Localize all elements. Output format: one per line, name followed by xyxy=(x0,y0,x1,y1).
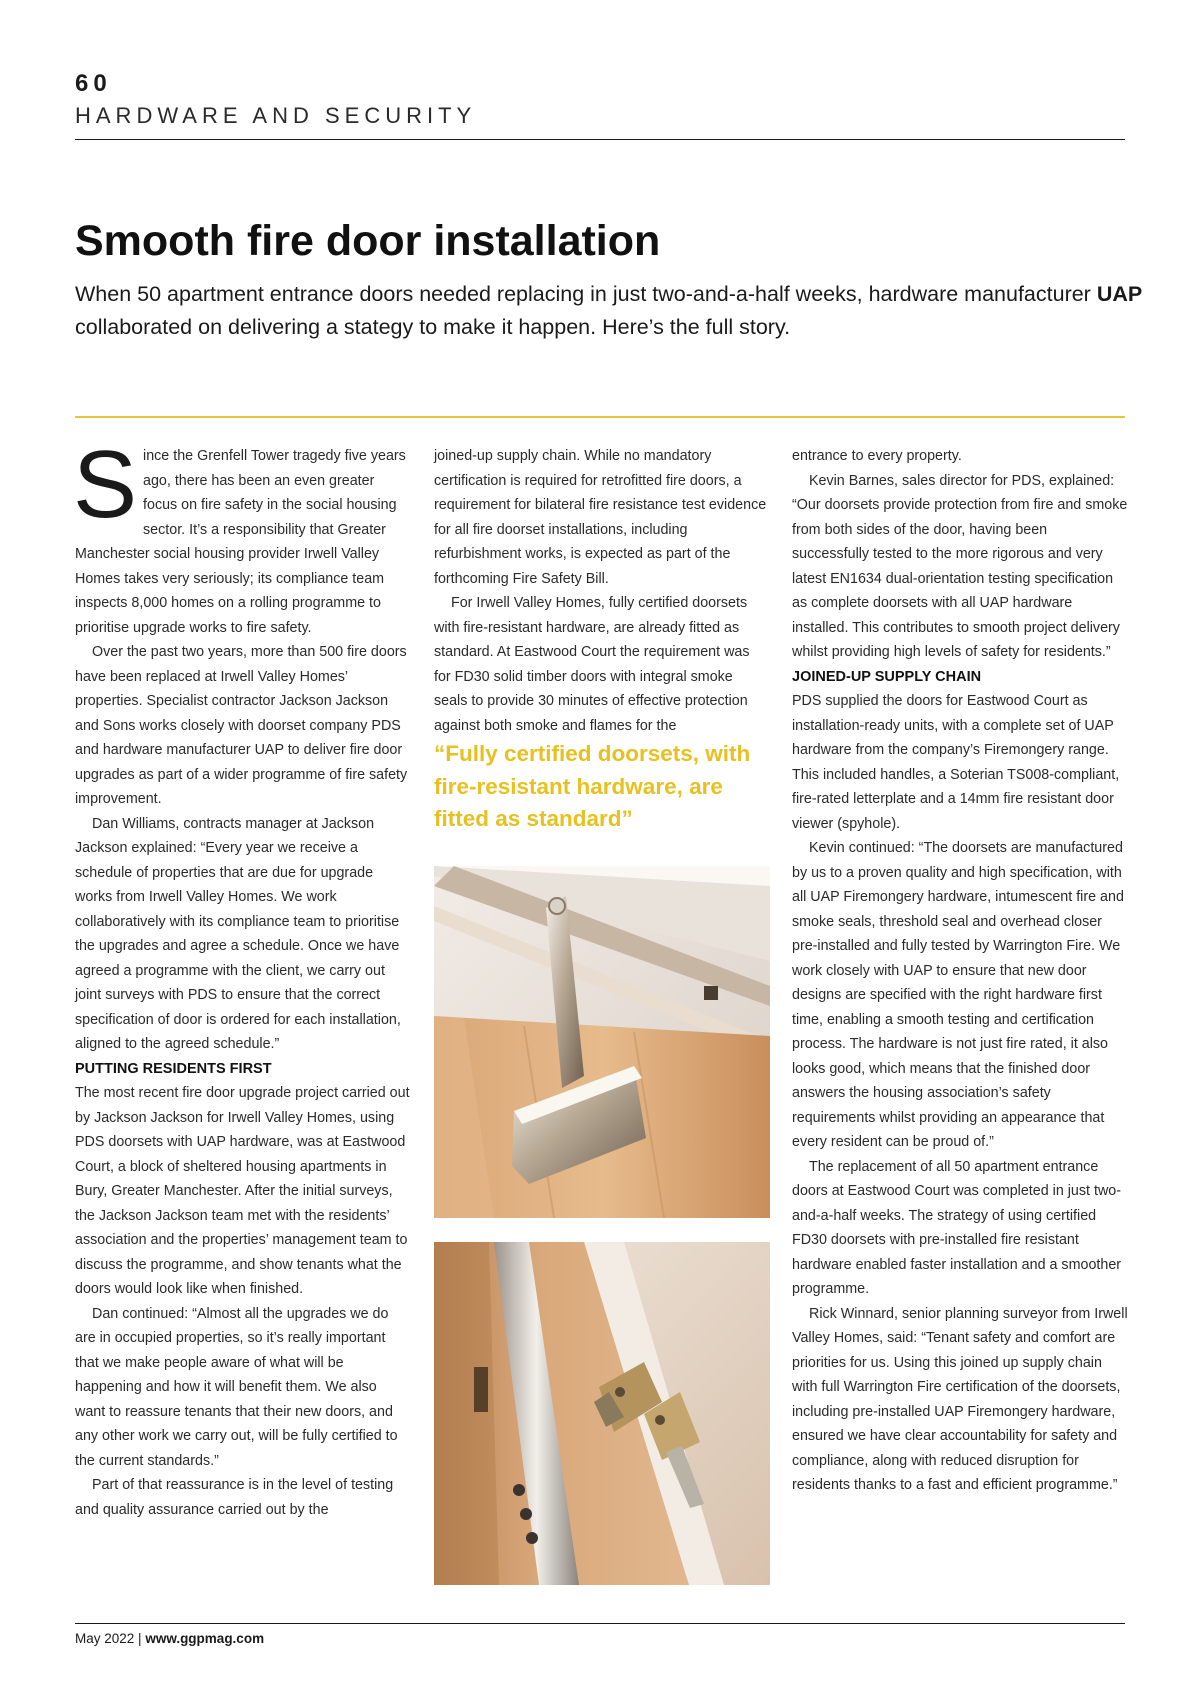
col1-paragraph-6: Part of that reassurance is in the level of testing and quality assurance carried out by the xyxy=(75,1477,394,1518)
col3-paragraph-6: Rick Winnard, senior planning surveyor from Irwell Valley Homes, said: “Tenant safety and comfort are priorities for us. Using this joined up supply chain with full Warrington Fire certification of the doorsets, including pre-installed UAP Firemongery hardware, ensured we have clear accountability for safety and compliance, along with reduced disruption for residents thanks to a fast and efficient programme.” xyxy=(792,1305,1128,1493)
article-column-2 xyxy=(434,444,769,836)
gold-divider xyxy=(75,416,1125,418)
footer-date: May 2022 xyxy=(75,1631,135,1646)
col2-paragraph-2: For Irwell Valley Homes, fully certified doorsets with fire-resistant hardware, are already fitted as standard. At Eastwood Court the requirement was for FD30 solid timber doors with integral smoke seals to provide 30 minutes of effective protection against both smoke and flames for the xyxy=(434,595,750,734)
subhead-residents: PUTTING RESIDENTS FIRST xyxy=(75,1060,272,1077)
photo-door-closer xyxy=(434,866,770,1218)
standfirst-text-start: When 50 apartment entrance doors needed replacing in just two-and-a-half weeks, hardware manufacturer xyxy=(75,282,1097,306)
col1-paragraph-1 xyxy=(73,431,410,640)
col1-paragraph-5: Dan continued: “Almost all the upgrades we do are in occupied properties, so it’s really important that we make people aware of what will be happening and how it will benefit them. We also want to reassure tenants that their new doors, and any other work we carry out, will be fully certified to the current standards.” xyxy=(75,1305,398,1469)
page-footer xyxy=(75,1631,264,1646)
article-column-3 xyxy=(792,444,1128,1498)
article-headline: Smooth fire door installation xyxy=(75,217,661,265)
col3-paragraph-5: The replacement of all 50 apartment entrance doors at Eastwood Court was completed in just two-and-a-half weeks. The strategy of using certified FD30 doorsets with pre-installed fire resistant hardware enabled faster installation and a smoother programme. xyxy=(792,1158,1122,1297)
footer-url-link[interactable]: www.ggpmag.com xyxy=(145,1631,265,1646)
header-divider xyxy=(75,139,1125,140)
col3-paragraph-2: Kevin Barnes, sales director for PDS, explained: “Our doorsets provide protection from fire and smoke from both sides of the door, having been successfully tested to the more rigorous and very latest EN1634 dual-orientation testing specification as complete doorsets with all UAP hardware installed. This contributes to smooth project delivery whilst providing high levels of safety for residents.” xyxy=(792,472,1128,660)
col1-paragraph-4: The most recent fire door upgrade project carried out by Jackson Jackson for Irwell Valley Homes, using PDS doorsets with UAP hardware, was at Eastwood Court, a block of sheltered housing apartments in Bury, Greater Manchester. After the initial surveys, the Jackson Jackson team met with the residents’ association and the properties’ management team to discuss the programme, and show tenants what the doors would look like when finished. xyxy=(75,1085,410,1297)
pull-quote: “Fully certified doorsets, with fire-resistant hardware, are fitted as standard” xyxy=(434,741,751,831)
col1-p1-text: ince the Grenfell Tower tragedy five years ago, there has been an even greater focus on fire safety in the social housing sector. It’s a responsibility that Greater Manchester social housing provider Irwell Valley Homes takes very seriously; its compliance team inspects 8,000 homes on a rolling programme to prioritise upgrade works to fire safety. xyxy=(75,448,406,636)
section-title: HARDWARE AND SECURITY xyxy=(75,103,477,128)
article-standfirst xyxy=(75,278,1145,344)
footer-divider xyxy=(75,1623,1125,1624)
col1-paragraph-3: Dan Williams, contracts manager at Jackson Jackson explained: “Every year we receive a schedule of properties that are due for upgrade works from Irwell Valley Homes. We work collaboratively with its compliance team to prioritise the upgrades and agree a schedule. Once we have agreed a programme with the client, we carry out joint surveys with PDS to ensure that the correct specification of door is ordered for each installation, aligned to the agreed schedule.” xyxy=(75,815,401,1052)
door-closer-image xyxy=(434,866,770,1218)
col3-paragraph-4: Kevin continued: “The doorsets are manufactured by us to a proven quality and high specification, with all UAP Firemongery hardware, intumescent fire and smoke seals, threshold seal and overhead closer pre-installed and fully tested by Warrington Fire. We work closely with UAP to ensure that new door designs are specified with the right hardware first time, enabling a smooth testing and certification process. The hardware is not just fire rated, it also looks good, which means that the finished door answers the housing association’s safety requirements whilst providing an appearance that every resident can be proud of.” xyxy=(792,840,1124,1150)
door-lock-keys-image xyxy=(434,1242,770,1585)
article-column-1 xyxy=(73,431,410,1522)
page-number: 60 xyxy=(75,70,112,97)
col3-paragraph-1: entrance to every property. xyxy=(792,448,962,464)
footer-separator: | xyxy=(134,1631,146,1646)
col3-paragraph-3: PDS supplied the doors for Eastwood Court as installation-ready units, with a complete set of UAP hardware from the company’s Firemongery range. This included handles, a Soterian TS008-compliant, fire-rated letterplate and a 14mm fire resistant door viewer (spyhole). xyxy=(792,693,1120,832)
col2-paragraph-1: joined-up supply chain. While no mandatory certification is required for retrofitted fire doors, a requirement for bilateral fire resistance test evidence for all fire doorset installations, including refurbishment works, is expected as part of the forthcoming Fire Safety Bill. xyxy=(434,448,767,587)
standfirst-brand: UAP xyxy=(1096,282,1143,306)
drop-cap: S xyxy=(73,431,138,538)
subhead-supply-chain: JOINED-UP SUPPLY CHAIN xyxy=(792,668,982,685)
standfirst-text-end: collaborated on delivering a stategy to make it happen. Here’s the full story. xyxy=(75,315,791,339)
photo-door-lock-keys xyxy=(434,1242,770,1585)
col1-paragraph-2: Over the past two years, more than 500 fire doors have been replaced at Irwell Valley Homes’ properties. Specialist contractor Jackson Jackson and Sons works closely with doorset company PDS and hardware manufacturer UAP to deliver fire door upgrades as part of a wider programme of fire safety improvement. xyxy=(75,644,408,807)
